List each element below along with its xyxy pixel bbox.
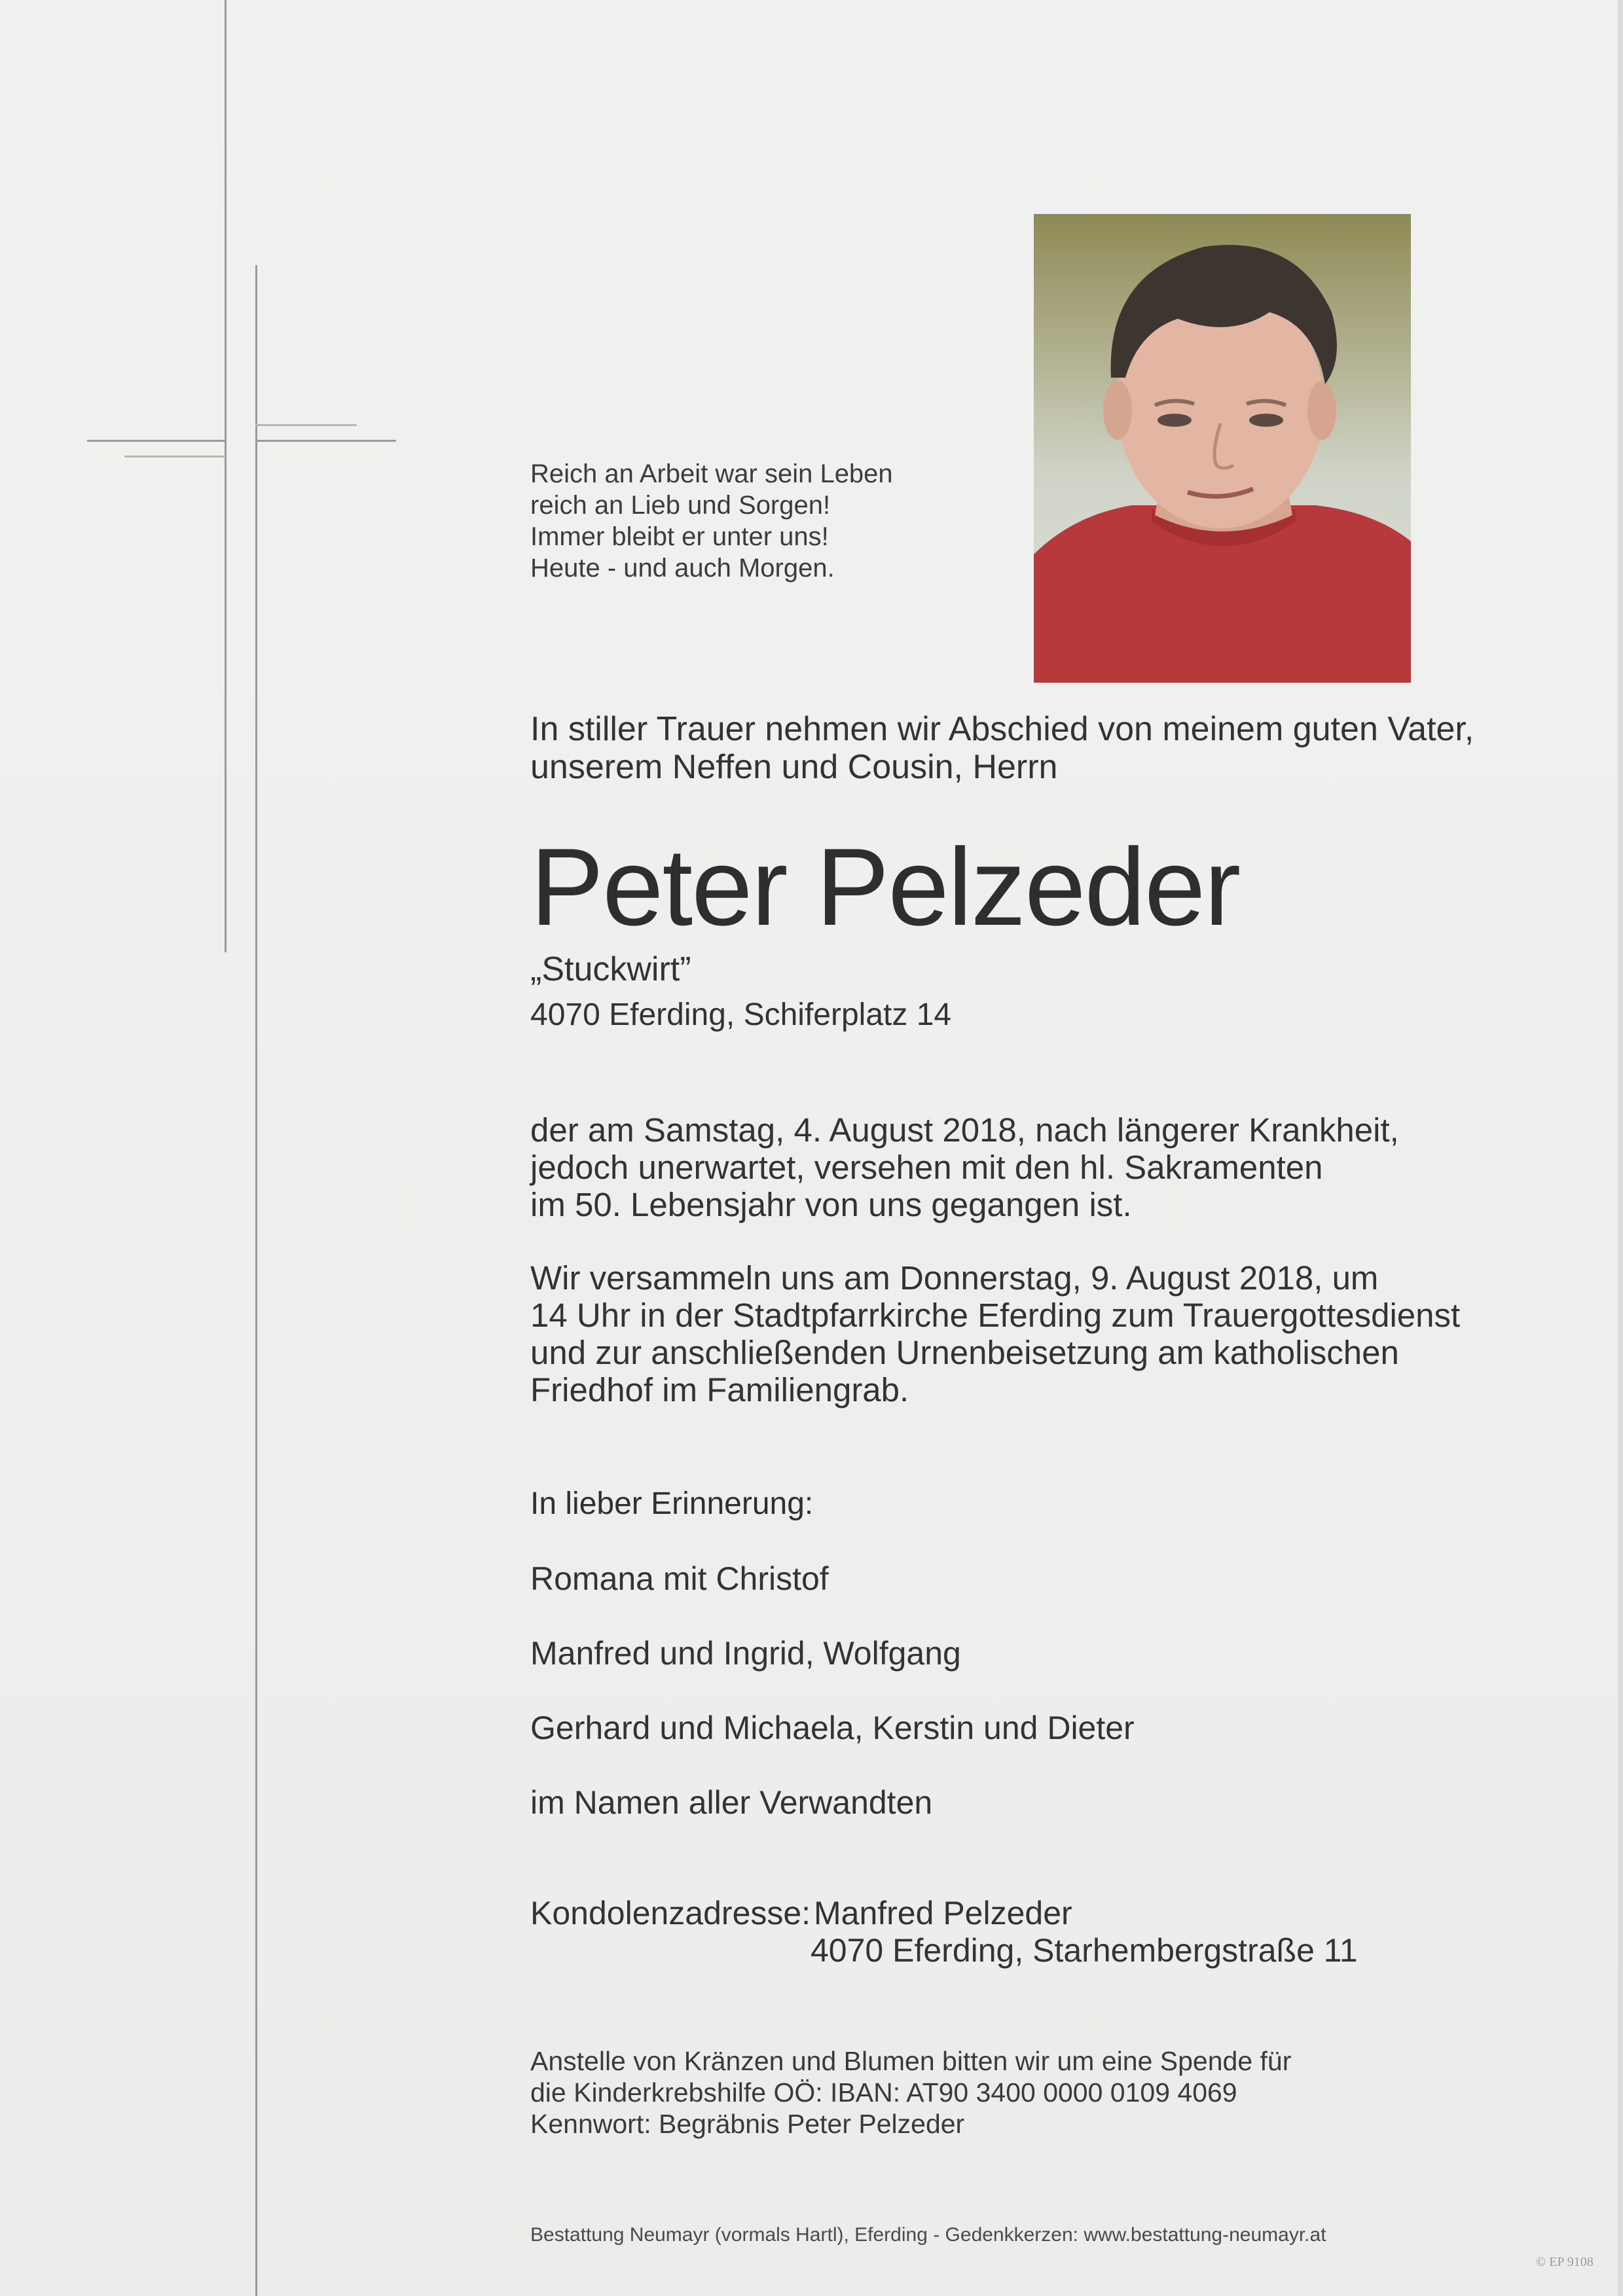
cross-line [87,440,226,442]
death-notice-line: jedoch unerwartet, versehen mit den hl. Sakramenten [530,1149,1323,1186]
donation-note [530,2045,1291,2140]
condolence-name: Manfred Pelzeder [814,1895,1072,1931]
service-line: und zur anschließenden Urnenbeisetzung am katholischen [530,1334,1399,1371]
donation-line: Anstelle von Kränzen und Blumen bitten wir um eine Spende für [530,2046,1292,2076]
mourner-line: im Namen aller Verwandten [530,1784,933,1821]
verse-line: reich an Lieb und Sorgen! [530,491,831,520]
service-line: Friedhof im Familiengrab. [530,1371,909,1408]
verse-line: Heute - und auch Morgen. [530,554,835,583]
mourner-line: Gerhard und Michaela, Kerstin und Dieter [530,1710,1135,1746]
donation-line: Kennwort: Begräbnis Peter Pelzeder [530,2109,965,2139]
verse [530,458,893,584]
footer-text: Bestattung Neumayr (vormals Hartl), Eferding - Gedenkkerzen: www.bestattung-neumayr.at [530,2224,1326,2246]
deceased-nickname: „Stuckwirt” [530,950,691,988]
verse-line: Immer bleibt er unter uns! [530,522,829,551]
mourner-line: Romana mit Christof [530,1560,829,1597]
condolence-label: Kondolenzadresse: [530,1895,811,1931]
donation-line: die Kinderkrebshilfe OÖ: IBAN: AT90 3400 0000 0109 4069 [530,2077,1237,2108]
intro-line: In stiller Trauer nehmen wir Abschied von meinem guten Vater, [530,710,1474,748]
deceased-address: 4070 Eferding, Schiferplatz 14 [530,997,952,1032]
death-notice [530,1111,1399,1223]
cross-line [255,424,357,426]
document-code: © EP 9108 [1536,2255,1594,2269]
cross-line [124,456,226,457]
death-notice-line: im 50. Lebensjahr von uns gegangen ist. [530,1186,1132,1223]
deceased-name: Peter Pelzeder [530,825,1240,948]
intro-text [530,710,1474,786]
cross-line [255,265,257,2296]
condolence-address: 4070 Eferding, Starhembergstraße 11 [811,1932,1358,1969]
portrait-photo [1034,214,1411,683]
service-line: Wir versammeln uns am Donnerstag, 9. August 2018, um [530,1259,1379,1297]
death-notice-line: der am Samstag, 4. August 2018, nach längerer Krankheit, [530,1111,1399,1149]
cross-line [225,0,227,952]
service-info [530,1259,1460,1408]
verse-line: Reich an Arbeit war sein Leben [530,459,893,488]
intro-line: unserem Neffen und Cousin, Herrn [530,748,1058,786]
memory-heading: In lieber Erinnerung: [530,1486,814,1521]
service-line: 14 Uhr in der Stadtpfarrkirche Eferding zum Trauergottesdienst [530,1297,1461,1334]
mourner-line: Manfred und Ingrid, Wolfgang [530,1635,961,1672]
cross-line [255,440,396,442]
page-edge [1618,0,1623,2296]
